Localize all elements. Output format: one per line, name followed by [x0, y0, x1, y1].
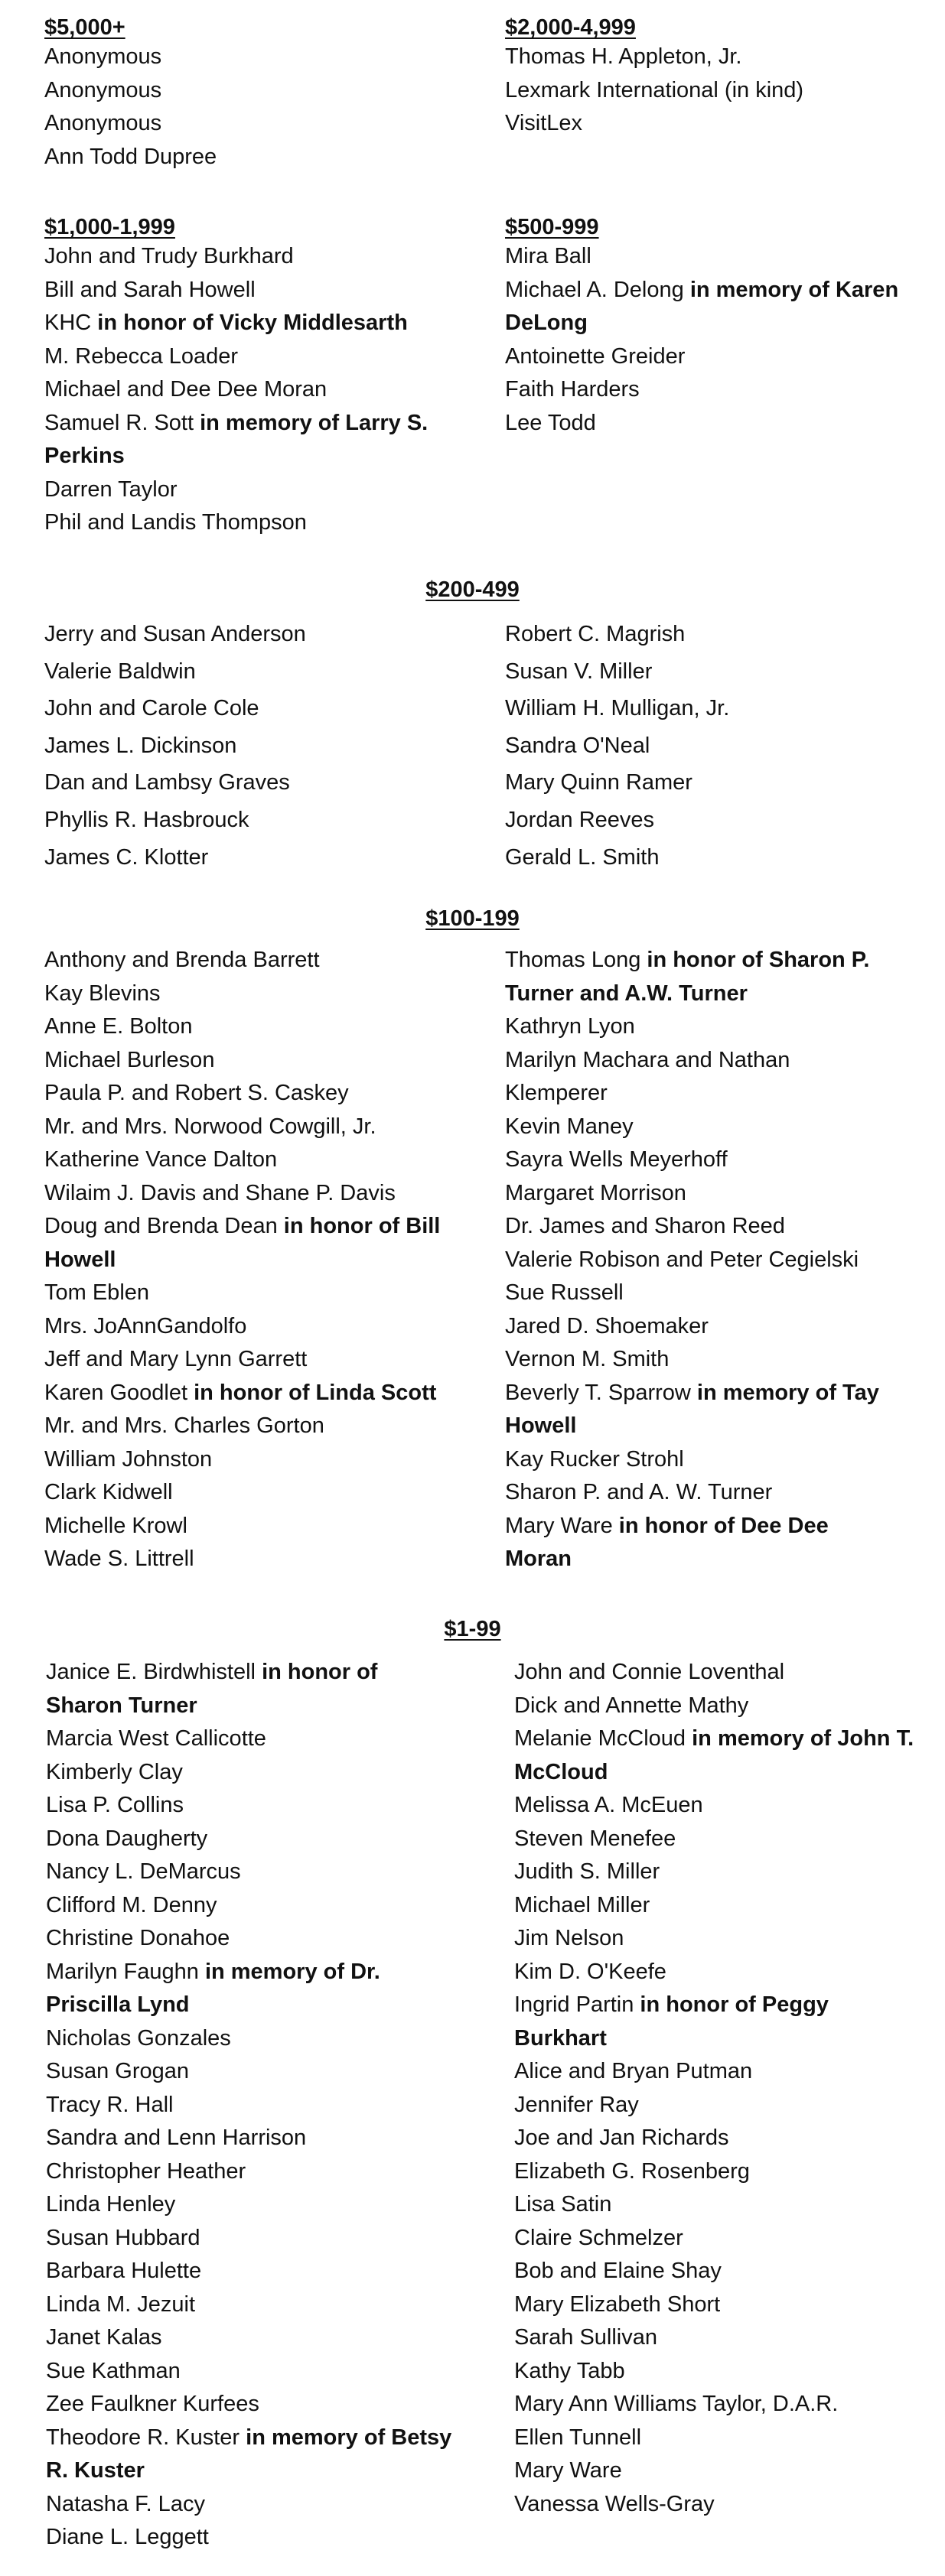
- tier-200-right-column: [505, 616, 941, 876]
- donor-name: Jennifer Ray: [514, 2092, 639, 2117]
- tier-100-left-list: [44, 944, 496, 1576]
- donor-name: Lisa P. Collins: [46, 1793, 184, 1817]
- tier-2000-list: [505, 41, 941, 141]
- donor-name: Doug and Brenda Dean: [44, 1214, 278, 1238]
- donor-name: Marilyn Machara and Nathan: [505, 1047, 790, 1072]
- donor-name: Michael A. Delong: [505, 277, 684, 302]
- donor-name: Sue Kathman: [46, 2358, 181, 2383]
- donor-name: Janice E. Birdwhistell: [46, 1660, 256, 1684]
- tier-500-column: [505, 215, 941, 440]
- tier-1000-column: [44, 215, 488, 540]
- tribute-note-continued: Moran: [505, 1547, 572, 1571]
- donor-name: Jeff and Mary Lynn Garrett: [44, 1347, 308, 1371]
- donor-name: Nicholas Gonzales: [46, 2025, 231, 2051]
- tier-100-heading: $100-199: [425, 906, 520, 931]
- tier-1-right-column: [514, 1656, 943, 2521]
- donor-name: Dr. James and Sharon Reed: [505, 1214, 785, 1238]
- donor-name: Katherine Vance Dalton: [44, 1147, 278, 1172]
- donor-name: Jared D. Shoemaker: [505, 1313, 709, 1338]
- donor-name: Janet Kalas: [46, 2325, 162, 2350]
- donor-name: Kevin Maney: [505, 1114, 634, 1139]
- donor-name: Mr. and Mrs. Charles Gorton: [44, 1413, 324, 1438]
- donor-name: John and Carole Cole: [44, 696, 259, 721]
- donor-name: Anonymous: [44, 77, 162, 102]
- donor-name: Joe and Jan Richards: [514, 2126, 729, 2150]
- donor-name: Lisa Satin: [514, 2192, 612, 2217]
- donor-name: Mary Quinn Ramer: [505, 770, 692, 795]
- donor-name: Kimberly Clay: [46, 1759, 183, 1784]
- donor-name: Anonymous: [44, 44, 162, 69]
- donor-name: Kay Rucker Strohl: [505, 1446, 684, 1472]
- donor-name: Wilaim J. Davis and Shane P. Davis: [44, 1180, 396, 1205]
- donor-name: Steven Menefee: [514, 1826, 676, 1851]
- donor-name: Jordan Reeves: [505, 807, 655, 832]
- donor-name: Marcia West Callicotte: [46, 1726, 266, 1751]
- donor-name: Valerie Robison and Peter Cegielski: [505, 1247, 859, 1272]
- donor-name: William Johnston: [44, 1446, 213, 1472]
- donor-name: Wade S. Littrell: [44, 1547, 194, 1571]
- donor-name: Dan and Lambsy Graves: [44, 770, 290, 795]
- donor-name: Antoinette Greider: [505, 343, 686, 369]
- donor-name: Mary Ann Williams Taylor, D.A.R.: [514, 2392, 839, 2416]
- tribute-note-continued: Priscilla Lynd: [46, 1992, 190, 2017]
- tribute-note: in honor of Dee Dee: [618, 1513, 829, 1538]
- donor-name: Ann Todd Dupree: [44, 144, 217, 169]
- donor-name: John and Trudy Burkhard: [44, 244, 294, 268]
- donor-name: Clark Kidwell: [44, 1480, 173, 1504]
- donor-name: Christopher Heather: [46, 2158, 246, 2184]
- donor-name: Clifford M. Denny: [46, 1892, 217, 1917]
- donor-name: Anonymous: [44, 111, 162, 135]
- donor-name: Zee Faulkner Kurfees: [46, 2392, 259, 2416]
- donor-name: Lee Todd: [505, 410, 596, 435]
- donor-name: Darren Taylor: [44, 476, 178, 502]
- donor-name: Robert C. Magrish: [505, 622, 686, 646]
- tribute-note: in honor of Peggy: [640, 1992, 829, 2017]
- donor-name: Ingrid Partin: [514, 1992, 634, 2017]
- donor-name: Thomas Long: [505, 948, 641, 972]
- donor-name: Mrs. JoAnnGandolfo: [44, 1313, 247, 1338]
- donor-name: Bill and Sarah Howell: [44, 277, 256, 302]
- tribute-note: in honor of Bill: [283, 1214, 441, 1238]
- donor-name: Diane L. Leggett: [46, 2525, 209, 2549]
- donor-name: Phil and Landis Thompson: [44, 510, 307, 535]
- donor-entry: [46, 2422, 505, 2455]
- donor-name: Michael Burleson: [44, 1047, 215, 1072]
- donor-entry: [44, 307, 488, 340]
- tier-1-right-list: [514, 1656, 943, 2521]
- tier-1000-list: [44, 240, 488, 540]
- tier-5000-heading: $5,000+: [44, 15, 125, 40]
- donor-name: Kay Blevins: [44, 981, 161, 1006]
- donor-name: Mary Ware: [505, 1513, 613, 1538]
- tier-1-left-column: [46, 1656, 505, 2555]
- donor-name: Anthony and Brenda Barrett: [44, 948, 320, 972]
- donor-name: Susan Grogan: [46, 2059, 190, 2083]
- tier-500-heading: $500-999: [505, 215, 599, 239]
- tribute-note-continued: R. Kuster: [46, 2458, 145, 2483]
- donor-name: Mira Ball: [505, 244, 591, 268]
- donor-name: Jim Nelson: [514, 1926, 624, 1950]
- donor-name: Sharon P. and A. W. Turner: [505, 1480, 773, 1504]
- tier-200-right-list: [505, 616, 941, 876]
- tier-1000-heading: $1,000-1,999: [44, 215, 175, 239]
- donor-name: Susan Hubbard: [46, 2225, 200, 2250]
- tribute-note-continued: McCloud: [514, 1759, 608, 1784]
- donor-entry: [44, 407, 488, 441]
- donor-name: Sayra Wells Meyerhoff: [505, 1147, 728, 1172]
- tier-5000-list: [44, 41, 488, 174]
- tier-500-list: [505, 240, 941, 440]
- donor-name: Kim D. O'Keefe: [514, 1959, 666, 1984]
- donor-name: Melanie McCloud: [514, 1726, 686, 1751]
- donor-name: Thomas H. Appleton, Jr.: [505, 44, 742, 69]
- tribute-note: in honor of Vicky Middlesarth: [97, 311, 408, 335]
- donor-entry: [505, 274, 941, 307]
- donor-name: Mary Ware: [514, 2458, 622, 2483]
- donor-name: Beverly T. Sparrow: [505, 1380, 691, 1405]
- tribute-note: in memory of Larry S.: [200, 410, 429, 435]
- donor-name: Michael and Dee Dee Moran: [44, 377, 327, 402]
- donor-name: Gerald L. Smith: [505, 844, 660, 870]
- donor-name: Sandra and Lenn Harrison: [46, 2126, 307, 2150]
- tier-200-left-list: [44, 616, 488, 876]
- donor-name: M. Rebecca Loader: [44, 343, 239, 369]
- donor-name: Ellen Tunnell: [514, 2425, 642, 2450]
- tribute-note: in honor of Sharon P.: [647, 948, 870, 972]
- donor-entry: [505, 1510, 941, 1543]
- donor-name: Melissa A. McEuen: [514, 1793, 703, 1817]
- tier-100-right-column: [505, 944, 941, 1576]
- donor-name: Sue Russell: [505, 1280, 624, 1305]
- donor-name: Tracy R. Hall: [46, 2092, 174, 2117]
- donor-entry: [46, 1956, 505, 1989]
- donor-name: Kathy Tabb: [514, 2358, 625, 2383]
- donor-name: Bob and Elaine Shay: [514, 2259, 722, 2283]
- donor-name: Susan V. Miller: [505, 659, 653, 684]
- tribute-note: in memory of Betsy: [246, 2425, 452, 2450]
- donor-name: Linda Henley: [46, 2192, 176, 2217]
- donor-name: James C. Klotter: [44, 844, 209, 870]
- donor-name: Phyllis R. Hasbrouck: [44, 807, 249, 832]
- donor-name: Mary Elizabeth Short: [514, 2291, 721, 2317]
- donor-name: Sandra O'Neal: [505, 733, 650, 758]
- tier-100-left-column: [44, 944, 496, 1576]
- donor-name: Judith S. Miller: [514, 1859, 660, 1884]
- tier-1-left-list: [46, 1656, 505, 2555]
- donor-entry: [44, 1210, 496, 1244]
- tier-200-heading: $200-499: [425, 577, 520, 602]
- donor-name: Dona Daugherty: [46, 1826, 208, 1851]
- donor-name: Valerie Baldwin: [44, 659, 196, 684]
- tribute-note-continued: Howell: [44, 1247, 116, 1272]
- donor-name: Jerry and Susan Anderson: [44, 622, 306, 646]
- donor-name: Tom Eblen: [44, 1280, 150, 1305]
- tribute-note-continued: DeLong: [505, 311, 588, 335]
- donor-name: Michael Miller: [514, 1892, 650, 1917]
- donor-entry: [44, 1377, 496, 1410]
- donor-name: Alice and Bryan Putman: [514, 2059, 753, 2083]
- donor-name: Vernon M. Smith: [505, 1347, 670, 1371]
- donor-name: Natasha F. Lacy: [46, 2491, 205, 2516]
- donor-name: KHC: [44, 311, 92, 335]
- donor-name: Kathryn Lyon: [505, 1014, 635, 1039]
- tribute-note: in memory of Tay: [696, 1380, 879, 1405]
- donor-name: Marilyn Faughn: [46, 1959, 199, 1984]
- donor-name: Claire Schmelzer: [514, 2225, 683, 2250]
- donor-entry: [46, 1656, 505, 1690]
- donor-name: Theodore R. Kuster: [46, 2425, 240, 2450]
- donor-name: VisitLex: [505, 111, 583, 135]
- tier-100-right-list: [505, 944, 941, 1576]
- donor-name: Paula P. and Robert S. Caskey: [44, 1081, 349, 1105]
- tier-1-heading: $1-99: [444, 1617, 501, 1641]
- tribute-note-continued: Turner and A.W. Turner: [505, 981, 748, 1006]
- tribute-note-continued: Howell: [505, 1413, 577, 1438]
- tribute-note: in memory of Dr.: [204, 1959, 380, 1984]
- tribute-note-continued: Perkins: [44, 444, 125, 468]
- donor-name: Vanessa Wells-Gray: [514, 2491, 715, 2516]
- donor-name: Christine Donahoe: [46, 1926, 230, 1950]
- donor-name: Lexmark International (in kind): [505, 77, 804, 102]
- tier-5000-column: [44, 15, 488, 174]
- donor-name: Barbara Hulette: [46, 2259, 202, 2283]
- tier-200-left-column: [44, 616, 488, 876]
- donor-name: Dick and Annette Mathy: [514, 1693, 749, 1718]
- donor-entry: [505, 1377, 941, 1410]
- donor-name: Nancy L. DeMarcus: [46, 1859, 241, 1884]
- donor-name: Anne E. Bolton: [44, 1014, 193, 1039]
- tribute-note: in memory of Karen: [689, 277, 899, 302]
- donor-entry: [505, 944, 941, 977]
- donor-name: Margaret Morrison: [505, 1180, 686, 1205]
- donor-name-continued: Klemperer: [505, 1081, 608, 1105]
- donor-name: James L. Dickinson: [44, 733, 237, 758]
- tribute-note-continued: Burkhart: [514, 2025, 607, 2051]
- donor-name: Samuel R. Sott: [44, 410, 194, 435]
- donor-name: Sarah Sullivan: [514, 2325, 657, 2350]
- donor-name: William H. Mulligan, Jr.: [505, 696, 730, 721]
- donor-name: John and Connie Loventhal: [514, 1660, 785, 1684]
- tier-2000-heading: $2,000-4,999: [505, 15, 636, 40]
- donor-name: Karen Goodlet: [44, 1380, 188, 1405]
- tier-2000-column: [505, 15, 941, 141]
- donor-name: Elizabeth G. Rosenberg: [514, 2158, 750, 2184]
- donor-name: Linda M. Jezuit: [46, 2291, 196, 2317]
- donor-name: Faith Harders: [505, 377, 640, 402]
- tribute-note-continued: Sharon Turner: [46, 1693, 197, 1718]
- tribute-note: in honor of: [262, 1660, 378, 1684]
- tribute-note: in memory of John T.: [692, 1726, 914, 1751]
- donor-entry: [514, 1722, 943, 1756]
- donor-entry: [514, 1989, 943, 2022]
- tribute-note: in honor of Linda Scott: [194, 1380, 437, 1405]
- donor-name: Michelle Krowl: [44, 1513, 187, 1538]
- donor-name: Mr. and Mrs. Norwood Cowgill, Jr.: [44, 1114, 376, 1139]
